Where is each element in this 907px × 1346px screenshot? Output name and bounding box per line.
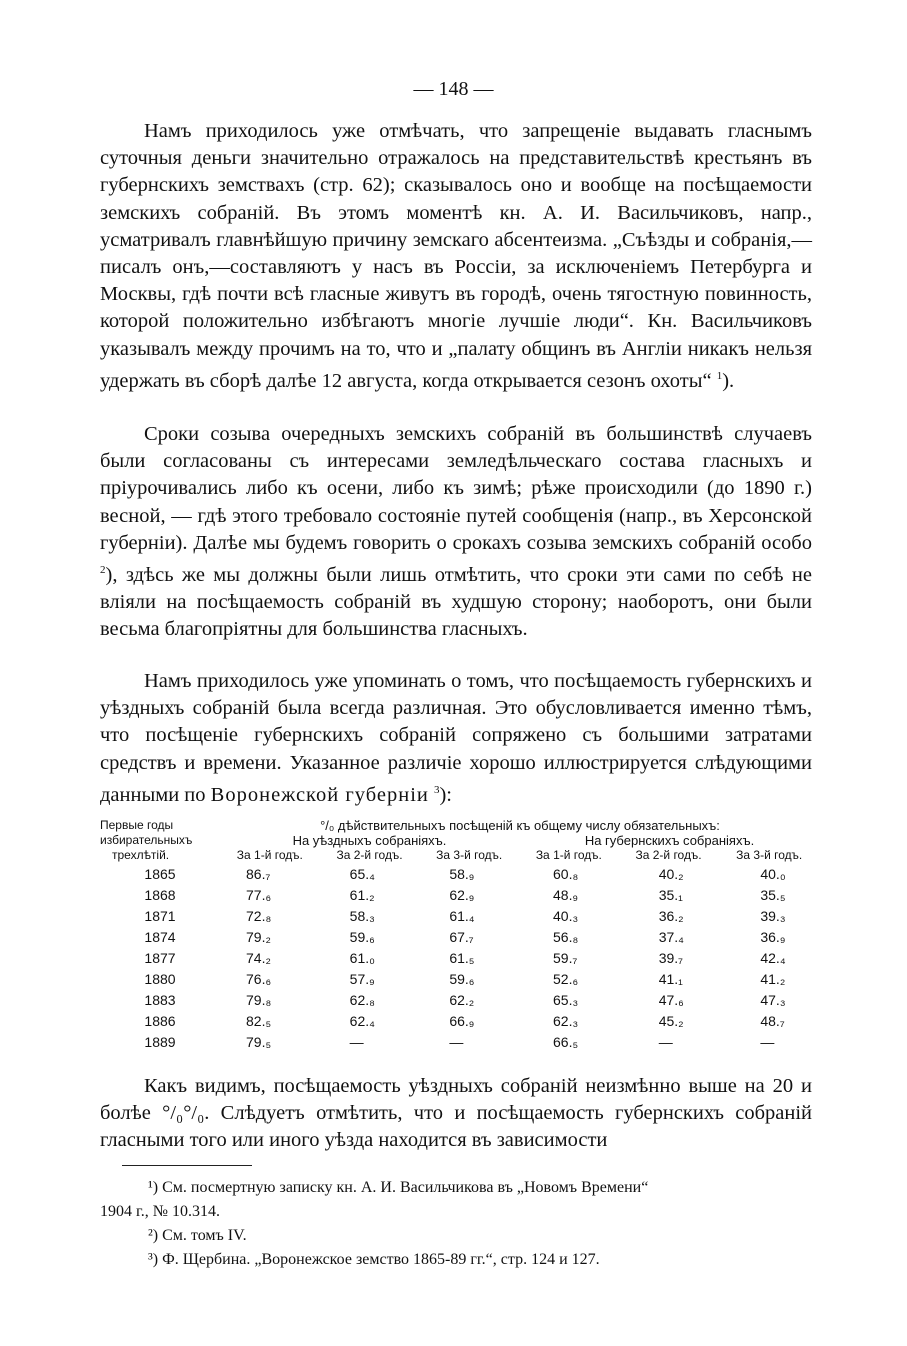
- footnote-2-text: См. томъ IV.: [162, 1227, 247, 1244]
- footnote-1-cont: [100, 1200, 812, 1224]
- value-cell: 39.₇: [658, 949, 683, 966]
- value-cell: 61.₀: [349, 949, 375, 966]
- footnote-1-cont-text: 1904 г., № 10.314.: [100, 1203, 221, 1220]
- paragraph-2-body: Сроки созыва очередныхъ земскихъ собраній въ большинствѣ случаевъ были согласованы съ интересами земледѣльческаго состава гласныхъ и пріурочивались либо къ осени, либо къ зимѣ; рѣже происходили (до 1890 г.) весной, — гдѣ этого требовало состояніе путей сообщенія (напр., въ Херсонской губерніи). Далѣе мы будемъ говорить о срокахъ созыва земскихъ собраній особо: [100, 423, 812, 554]
- value-cell: 35.₁: [658, 886, 683, 903]
- year-cell: 1877: [144, 949, 176, 966]
- value-cell: 36.₉: [760, 928, 786, 945]
- value-cell: 47.₆: [658, 991, 684, 1008]
- value-cell: 66.₉: [449, 1012, 475, 1029]
- value-cell: 79.₂: [246, 928, 271, 945]
- value-cell: 77.₆: [246, 886, 272, 903]
- value-cell: 58.₉: [449, 865, 475, 882]
- group-uezd: На уѣздныхъ собраніяхъ.: [292, 833, 447, 848]
- paragraph-1-end: ).: [722, 369, 735, 392]
- attendance-table: [100, 818, 820, 1052]
- year-cell: 1871: [144, 907, 176, 924]
- table-row: [100, 1010, 820, 1031]
- col0-header-line2: избирательныхъ: [100, 833, 193, 847]
- value-cell: 40.₂: [658, 865, 684, 882]
- value-cell: 62.₂: [449, 991, 475, 1008]
- value-cell: 79.₈: [246, 991, 272, 1008]
- value-cell: 47.₃: [760, 991, 786, 1008]
- value-cell: 58.₃: [349, 907, 375, 924]
- group-gub: На губернскихъ собраніяхъ.: [584, 833, 755, 848]
- value-cell: 41.₂: [760, 970, 786, 987]
- value-cell: 42.₄: [760, 949, 786, 966]
- table-row: [100, 905, 820, 926]
- value-cell: 60.₈: [553, 865, 579, 882]
- value-cell: —: [449, 1033, 464, 1050]
- paragraph-2: [100, 421, 812, 643]
- value-cell: 62.₃: [553, 1012, 579, 1029]
- table-row: [100, 863, 820, 884]
- footnote-ref-3: 3: [433, 783, 440, 796]
- value-cell: 48.₇: [760, 1012, 785, 1029]
- value-cell: 35.₅: [760, 886, 786, 903]
- value-cell: 61.₅: [449, 949, 475, 966]
- table-row: [100, 968, 820, 989]
- footnote-1-mark: ¹): [148, 1179, 159, 1196]
- subheader-5: За 2-й годъ.: [635, 848, 702, 862]
- value-cell: 48.₉: [553, 886, 579, 903]
- value-cell: 62.₄: [349, 1012, 375, 1029]
- paragraph-3-text: [100, 668, 812, 809]
- value-cell: 72.₈: [246, 907, 272, 924]
- year-cell: 1880: [144, 970, 176, 987]
- table-row: [100, 947, 820, 968]
- value-cell: —: [760, 1033, 775, 1050]
- col0-header-line3: трехлѣтій.: [112, 848, 170, 862]
- footnotes: [100, 1176, 812, 1272]
- value-cell: 59.₆: [349, 928, 375, 945]
- year-cell: 1868: [144, 886, 176, 903]
- value-cell: 79.₅: [246, 1033, 272, 1050]
- paragraph-2-text: [100, 421, 812, 643]
- value-cell: —: [349, 1033, 364, 1050]
- footnote-3-mark: ³): [148, 1251, 159, 1268]
- subheader-3: За 3-й годъ.: [436, 848, 503, 862]
- value-cell: 40.₀: [760, 865, 786, 882]
- value-cell: 52.₆: [553, 970, 579, 987]
- paragraph-1: [100, 118, 812, 395]
- col0-header-line1: Первые годы: [100, 818, 174, 832]
- paragraph-4: [100, 1073, 812, 1155]
- value-cell: 57.₉: [349, 970, 375, 987]
- value-cell: 86.₇: [246, 865, 271, 882]
- value-cell: 82.₅: [246, 1012, 272, 1029]
- table-row: [100, 884, 820, 905]
- value-cell: 66.₅: [553, 1033, 579, 1050]
- paragraph-3: [100, 668, 812, 809]
- table-row: [100, 926, 820, 947]
- value-cell: 65.₃: [553, 991, 579, 1008]
- footnote-divider: [122, 1165, 252, 1166]
- paragraph-3-body: Намъ приходилось уже упоминать о томъ, что посѣщаемость губернскихъ и уѣздныхъ собраній была всегда различная. Это обусловливается именно тѣмъ, что посѣщеніе губернскихъ собраній сопряжено съ большими затратами средствъ и времени. Указанное различіе хорошо иллюстрируется слѣдующими данными по: [100, 670, 812, 806]
- footnote-3: [100, 1248, 812, 1272]
- value-cell: 41.₁: [658, 970, 683, 987]
- year-cell: 1889: [144, 1033, 176, 1050]
- footnote-ref-2: 2: [100, 564, 106, 577]
- table-row: [100, 989, 820, 1010]
- value-cell: 76.₆: [246, 970, 272, 987]
- value-cell: —: [658, 1033, 673, 1050]
- value-cell: 37.₄: [658, 928, 684, 945]
- table-row: [100, 1031, 820, 1052]
- subheader-4: За 1-й годъ.: [535, 848, 602, 862]
- value-cell: 67.₇: [449, 928, 474, 945]
- value-cell: 62.₉: [449, 886, 475, 903]
- year-cell: 1883: [144, 991, 176, 1008]
- paragraph-1-body: Намъ приходилось уже отмѣчать, что запрещеніе выдавать гласнымъ суточныя деньги значительно отражалось на представительствѣ крестьянъ въ губернскихъ земствахъ (стр. 62); сказывалось оно и вообще на посѣщаемости земскихъ собраній. Въ этомъ моментѣ кн. А. И. Васильчиковъ, напр., усматривалъ главнѣйшую причину земскаго абсентеизма. „Съѣзды и собранія,—писалъ онъ,—составляютъ у насъ въ Россіи, за исключеніемъ Петербурга и Москвы, гдѣ почти всѣ гласные живутъ въ городѣ, очень тягостную повинность, которой положительно избѣгаютъ многіе лучшіе люди“. Кн. Васильчиковъ указывалъ между прочимъ на то, что и „палату общинъ въ Англіи никакъ нельзя удержать въ сборѣ далѣе 12 августа, когда открывается сезонъ охоты“: [100, 120, 812, 392]
- footnote-1: [100, 1176, 812, 1200]
- table-body: [100, 863, 820, 1052]
- value-cell: 45.₂: [658, 1012, 684, 1029]
- year-cell: 1886: [144, 1012, 176, 1029]
- group-title: °/₀ дѣйствительныхъ посѣщеній къ общему числу обязательныхъ:: [320, 818, 720, 833]
- page-number: — 148 —: [413, 78, 494, 100]
- value-cell: 61.₄: [449, 907, 475, 924]
- year-cell: 1865: [144, 865, 176, 882]
- subheader-2: За 2-й годъ.: [336, 848, 403, 862]
- paragraph-1-text: [100, 118, 812, 395]
- footnote-3-text: Ф. Щербина. „Воронежское земство 1865-89 гг.“, стр. 124 и 127.: [162, 1251, 600, 1268]
- value-cell: 61.₂: [349, 886, 375, 903]
- footnote-2: [100, 1224, 812, 1248]
- value-cell: 59.₇: [553, 949, 578, 966]
- value-cell: 40.₃: [553, 907, 579, 924]
- value-cell: 36.₂: [658, 907, 684, 924]
- value-cell: 56.₈: [553, 928, 579, 945]
- paragraph-3-spaced: Воронежской губерніи: [210, 783, 429, 806]
- value-cell: 39.₃: [760, 907, 786, 924]
- paragraph-3-end: ):: [439, 783, 453, 806]
- footnote-ref-1: 1: [716, 369, 723, 382]
- subheader-6: За 3-й годъ.: [736, 848, 803, 862]
- footnote-2-mark: ²): [148, 1227, 159, 1244]
- paragraph-4-text: Какъ видимъ, посѣщаемость уѣздныхъ собраній неизмѣнно выше на 20 и болѣе °/₀°/₀. Слѣдуетъ отмѣтить, что и посѣщаемость губернскихъ собраній гласными того или иного уѣзда находится въ зависимости: [100, 1075, 812, 1152]
- value-cell: 74.₂: [246, 949, 271, 966]
- value-cell: 59.₆: [449, 970, 475, 987]
- subheader-1: За 1-й годъ.: [236, 848, 303, 862]
- year-cell: 1874: [144, 928, 176, 945]
- paragraph-2-end: ), здѣсь же мы должны были лишь отмѣтить, что сроки эти сами по себѣ не вліяли на посѣщаемость собраній въ худшую сторону; наоборотъ, они были весьма благопріятны для большинства гласныхъ.: [100, 563, 812, 641]
- footnote-1-text: См. посмертную записку кн. А. И. Васильчикова въ „Новомъ Времени“: [162, 1179, 649, 1196]
- value-cell: 62.₈: [349, 991, 375, 1008]
- value-cell: 65.₄: [349, 865, 375, 882]
